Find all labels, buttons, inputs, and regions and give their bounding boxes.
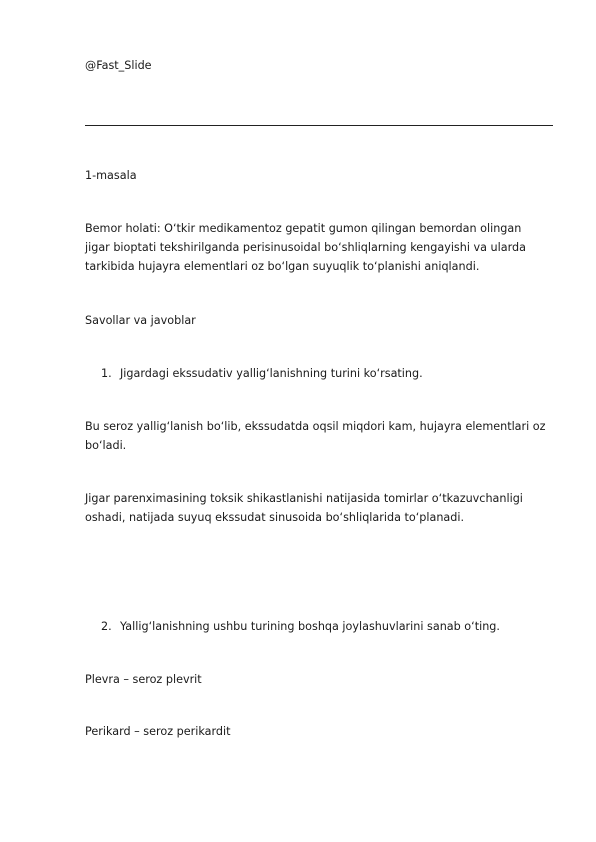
question-1-text: Jigardagi ekssudativ yallig‘lanishning turini ko‘rsating.: [120, 367, 423, 380]
answer-1-paragraph-1: Bu seroz yallig‘lanish bo‘lib, ekssudatda oqsil miqdori kam, hujayra elementlari oz bo‘ladi.: [85, 420, 546, 452]
question-2-text: Yallig‘lanishning ushbu turining boshqa joylashuvlarini sanab o‘ting.: [120, 620, 500, 633]
answer-1-paragraph-2: Jigar parenximasining toksik shikastlanishi natijasida tomirlar o‘tkazuvchanligi oshadi, natijada suyuq ekssudat sinusoida bo‘shliqlarida to‘planadi.: [85, 492, 523, 524]
question-2: [101, 617, 551, 636]
case-paragraph: Bemor holati: O‘tkir medikamentoz gepatit gumon qilingan bemordan olingan jigar bioptati tekshirilganda perisinusoidal bo‘shliqlarning kengayishi va ularda tarkibida hujayra elementlari oz bo‘lgan suyuqlik to‘planishi aniqlandi.: [85, 222, 526, 273]
qa-heading: Savollar va javoblar: [85, 314, 196, 327]
task-number: 1-masala: [85, 169, 137, 182]
channel-handle: @Fast_Slide: [85, 59, 152, 72]
question-2-number: 2.: [101, 620, 112, 633]
question-1-number: 1.: [101, 367, 112, 380]
horizontal-divider: [85, 125, 553, 126]
answer-2-paragraph-2: Perikard – seroz perikardit: [85, 725, 231, 738]
answer-2-paragraph-1: Plevra – seroz plevrit: [85, 673, 202, 686]
question-1: [101, 364, 551, 383]
